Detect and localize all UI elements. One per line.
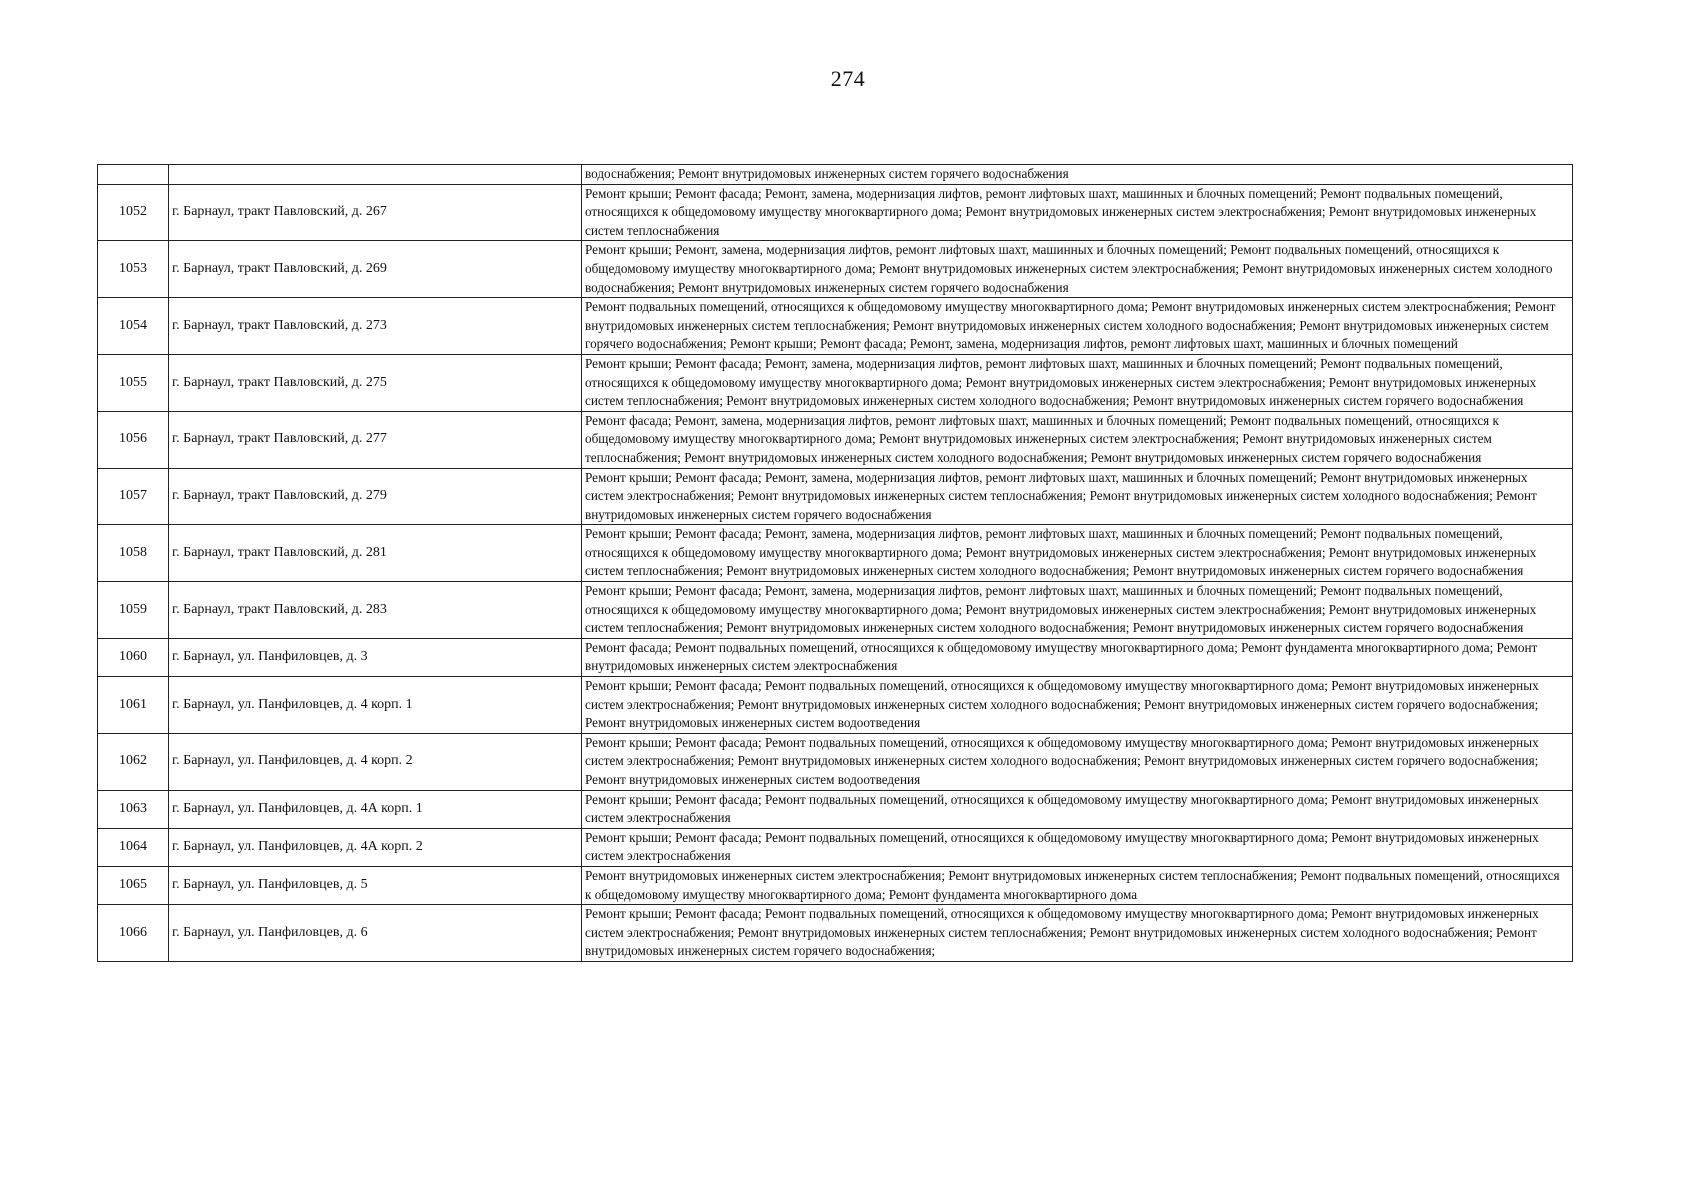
row-number: 1056 — [98, 411, 169, 468]
row-number: 1061 — [98, 677, 169, 734]
row-number: 1065 — [98, 866, 169, 904]
row-number: 1066 — [98, 905, 169, 962]
table-row — [98, 354, 1573, 411]
row-number: 1055 — [98, 354, 169, 411]
row-number: 1053 — [98, 241, 169, 298]
row-address: г. Барнаул, тракт Павловский, д. 281 — [169, 525, 582, 582]
row-number: 1052 — [98, 184, 169, 241]
row-address: г. Барнаул, ул. Панфиловцев, д. 4А корп. 1 — [169, 790, 582, 828]
row-address: г. Барнаул, ул. Панфиловцев, д. 4А корп. 2 — [169, 828, 582, 866]
row-works: Ремонт крыши; Ремонт фасада; Ремонт подвальных помещений, относящихся к общедомовому имуществу многоквартирного дома; Ремонт внутридомовых инженерных систем электроснабжения — [582, 828, 1573, 866]
row-number: 1059 — [98, 582, 169, 639]
row-works: Ремонт крыши; Ремонт фасада; Ремонт подвальных помещений, относящихся к общедомовому имуществу многоквартирного дома; Ремонт внутридомовых инженерных систем электроснабжения; Ремонт внутридомовых инженерных систем холодного водоснабжения; Ремонт внутридомовых инженерных систем горячего водоснабжения; Ремонт внутридомовых инженерных систем водоотведения — [582, 733, 1573, 790]
table-row — [98, 638, 1573, 676]
row-works: Ремонт крыши; Ремонт, замена, модернизация лифтов, ремонт лифтовых шахт, машинных и блочных помещений; Ремонт подвальных помещений, относящихся к общедомовому имуществу многоквартирного дома; Ремонт внутридомовых инженерных систем электроснабжения; Ремонт внутридомовых инженерных систем холодного водоснабжения; Ремонт внутридомовых инженерных систем горячего водоснабжения — [582, 241, 1573, 298]
row-works: Ремонт подвальных помещений, относящихся к общедомовому имуществу многоквартирного дома; Ремонт внутридомовых инженерных систем электроснабжения; Ремонт внутридомовых инженерных систем теплоснабжения; Ремонт внутридомовых инженерных систем холодного водоснабжения; Ремонт внутридомовых инженерных систем горячего водоснабжения; Ремонт крыши; Ремонт фасада; Ремонт, замена, модернизация лифтов, ремонт лифтовых шахт, машинных и блочных помещений — [582, 298, 1573, 355]
row-works: Ремонт фасада; Ремонт подвальных помещений, относящихся к общедомовому имуществу многоквартирного дома; Ремонт фундамента многоквартирного дома; Ремонт внутридомовых инженерных систем электроснабжения — [582, 638, 1573, 676]
table-row — [98, 184, 1573, 241]
row-number: 1063 — [98, 790, 169, 828]
row-address: г. Барнаул, тракт Павловский, д. 275 — [169, 354, 582, 411]
row-address: г. Барнаул, тракт Павловский, д. 277 — [169, 411, 582, 468]
row-works: Ремонт крыши; Ремонт фасада; Ремонт, замена, модернизация лифтов, ремонт лифтовых шахт, машинных и блочных помещений; Ремонт подвальных помещений, относящихся к общедомовому имуществу многоквартирного дома; Ремонт внутридомовых инженерных систем электроснабжения; Ремонт внутридомовых инженерных систем теплоснабжения — [582, 184, 1573, 241]
row-number: 1054 — [98, 298, 169, 355]
row-number: 1062 — [98, 733, 169, 790]
table-row — [98, 790, 1573, 828]
row-address: г. Барнаул, тракт Павловский, д. 279 — [169, 468, 582, 525]
table-row — [98, 525, 1573, 582]
table-row — [98, 241, 1573, 298]
row-number: 1060 — [98, 638, 169, 676]
table-row-continuation — [98, 165, 1573, 185]
row-works: Ремонт крыши; Ремонт фасада; Ремонт, замена, модернизация лифтов, ремонт лифтовых шахт, машинных и блочных помещений; Ремонт подвальных помещений, относящихся к общедомовому имуществу многоквартирного дома; Ремонт внутридомовых инженерных систем электроснабжения; Ремонт внутридомовых инженерных систем теплоснабжения; Ремонт внутридомовых инженерных систем холодного водоснабжения; Ремонт внутридомовых инженерных систем горячего водоснабжения — [582, 354, 1573, 411]
row-works: Ремонт крыши; Ремонт фасада; Ремонт, замена, модернизация лифтов, ремонт лифтовых шахт, машинных и блочных помещений; Ремонт внутридомовых инженерных систем электроснабжения; Ремонт внутридомовых инженерных систем теплоснабжения; Ремонт внутридомовых инженерных систем холодного водоснабжения; Ремонт внутридомовых инженерных систем горячего водоснабжения — [582, 468, 1573, 525]
table-row — [98, 411, 1573, 468]
row-works: Ремонт крыши; Ремонт фасада; Ремонт, замена, модернизация лифтов, ремонт лифтовых шахт, машинных и блочных помещений; Ремонт подвальных помещений, относящихся к общедомовому имуществу многоквартирного дома; Ремонт внутридомовых инженерных систем электроснабжения; Ремонт внутридомовых инженерных систем теплоснабжения; Ремонт внутридомовых инженерных систем холодного водоснабжения; Ремонт внутридомовых инженерных систем горячего водоснабжения — [582, 582, 1573, 639]
table-row — [98, 866, 1573, 904]
row-address: г. Барнаул, ул. Панфиловцев, д. 6 — [169, 905, 582, 962]
row-number: 1057 — [98, 468, 169, 525]
table-row — [98, 298, 1573, 355]
table-body — [98, 165, 1573, 962]
page-number: 274 — [830, 66, 866, 91]
row-number: 1058 — [98, 525, 169, 582]
row-address: г. Барнаул, тракт Павловский, д. 283 — [169, 582, 582, 639]
row-number: 1064 — [98, 828, 169, 866]
row-address: г. Барнаул, тракт Павловский, д. 273 — [169, 298, 582, 355]
table-row — [98, 828, 1573, 866]
row-address: г. Барнаул, ул. Панфиловцев, д. 4 корп. 2 — [169, 733, 582, 790]
row-works: Ремонт крыши; Ремонт фасада; Ремонт подвальных помещений, относящихся к общедомовому имуществу многоквартирного дома; Ремонт внутридомовых инженерных систем электроснабжения — [582, 790, 1573, 828]
row-address: г. Барнаул, ул. Панфиловцев, д. 4 корп. 1 — [169, 677, 582, 734]
repair-works-table — [97, 164, 1573, 962]
row-works: Ремонт внутридомовых инженерных систем электроснабжения; Ремонт внутридомовых инженерных систем теплоснабжения; Ремонт подвальных помещений, относящихся к общедомовому имуществу многоквартирного дома; Ремонт фундамента многоквартирного дома — [582, 866, 1573, 904]
row-works: водоснабжения; Ремонт внутридомовых инженерных систем горячего водоснабжения — [582, 165, 1573, 185]
row-works: Ремонт крыши; Ремонт фасада; Ремонт, замена, модернизация лифтов, ремонт лифтовых шахт, машинных и блочных помещений; Ремонт подвальных помещений, относящихся к общедомовому имуществу многоквартирного дома; Ремонт внутридомовых инженерных систем электроснабжения; Ремонт внутридомовых инженерных систем теплоснабжения; Ремонт внутридомовых инженерных систем холодного водоснабжения; Ремонт внутридомовых инженерных систем горячего водоснабжения — [582, 525, 1573, 582]
row-number — [98, 165, 169, 185]
row-address: г. Барнаул, тракт Павловский, д. 269 — [169, 241, 582, 298]
table-row — [98, 677, 1573, 734]
table-row — [98, 733, 1573, 790]
row-works: Ремонт крыши; Ремонт фасада; Ремонт подвальных помещений, относящихся к общедомовому имуществу многоквартирного дома; Ремонт внутридомовых инженерных систем электроснабжения; Ремонт внутридомовых инженерных систем теплоснабжения; Ремонт внутридомовых инженерных систем холодного водоснабжения; Ремонт внутридомовых инженерных систем горячего водоснабжения; — [582, 905, 1573, 962]
row-address: г. Барнаул, ул. Панфиловцев, д. 5 — [169, 866, 582, 904]
table-row — [98, 468, 1573, 525]
row-address: г. Барнаул, тракт Павловский, д. 267 — [169, 184, 582, 241]
row-address — [169, 165, 582, 185]
table-row — [98, 582, 1573, 639]
row-works: Ремонт крыши; Ремонт фасада; Ремонт подвальных помещений, относящихся к общедомовому имуществу многоквартирного дома; Ремонт внутридомовых инженерных систем электроснабжения; Ремонт внутридомовых инженерных систем холодного водоснабжения; Ремонт внутридомовых инженерных систем горячего водоснабжения; Ремонт внутридомовых инженерных систем водоотведения — [582, 677, 1573, 734]
row-works: Ремонт фасада; Ремонт, замена, модернизация лифтов, ремонт лифтовых шахт, машинных и блочных помещений; Ремонт подвальных помещений, относящихся к общедомовому имуществу многоквартирного дома; Ремонт внутридомовых инженерных систем электроснабжения; Ремонт внутридомовых инженерных систем теплоснабжения; Ремонт внутридомовых инженерных систем холодного водоснабжения; Ремонт внутридомовых инженерных систем горячего водоснабжения — [582, 411, 1573, 468]
table-row — [98, 905, 1573, 962]
row-address: г. Барнаул, ул. Панфиловцев, д. 3 — [169, 638, 582, 676]
